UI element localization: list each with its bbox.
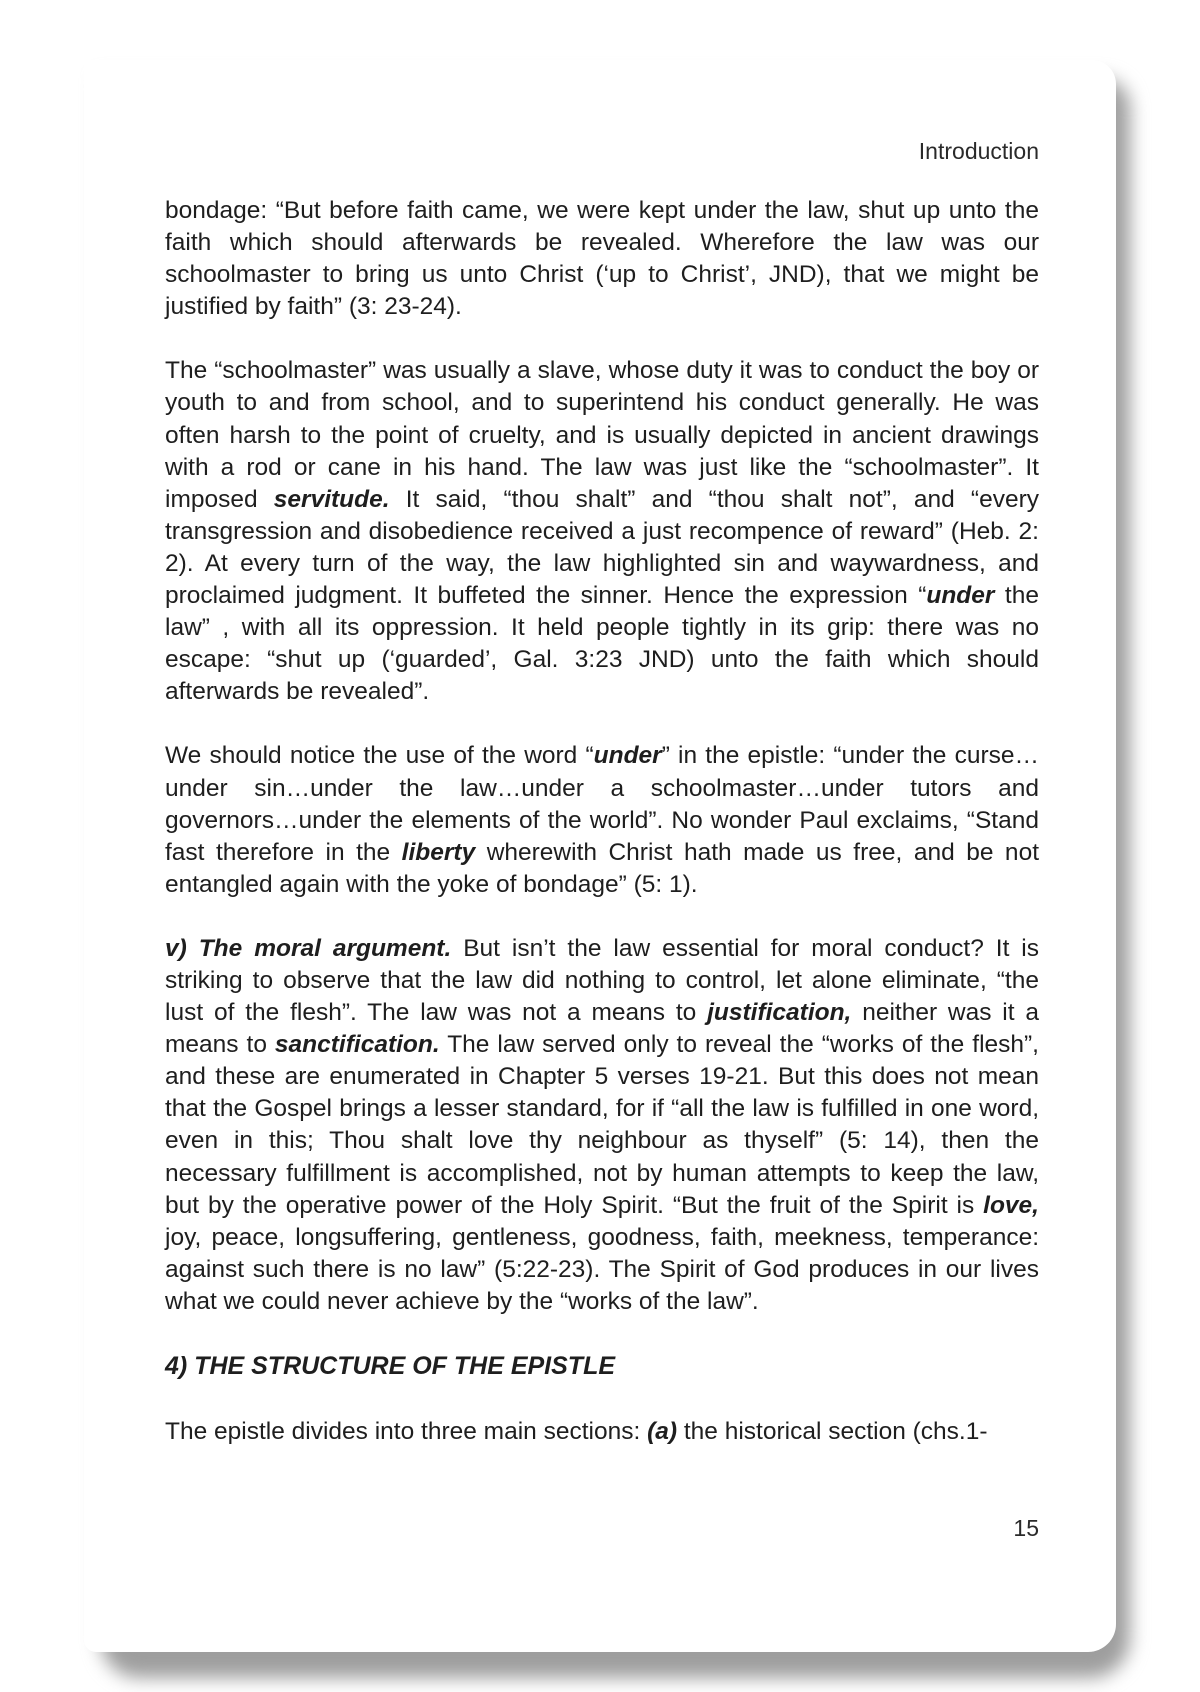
running-head: Introduction (918, 138, 1039, 164)
page-number: 15 (1013, 1515, 1039, 1541)
text-run: The law served only to reveal the “works of the flesh”, and these are enumerated in Chapter 5 verses 19-21. But this does not mean that the Gospel brings a lesser standard, for if “all the law is fulfilled in one word, even in this; Thou shalt love thy neighbour as thyself” (5: 14), then the necessary fulfillment is accomplished, not by human attempts to keep the law, but by the operative power of the Holy Spirit. “But the fruit of the Spirit is (165, 1031, 1039, 1219)
text-run: We should notice the use of the word “ (165, 742, 594, 770)
page-body (165, 195, 1039, 1480)
subheading-moral-argument: v) The moral argument. (165, 934, 452, 962)
section-heading: 4) THE STRUCTURE OF THE EPISTLE (165, 1352, 616, 1380)
emphasis-justification: justification, (707, 999, 852, 1027)
text-run: neither was it a means to (165, 999, 1039, 1059)
emphasis-liberty: liberty (401, 838, 476, 866)
text-run: The epistle divides into three main sections: (165, 1418, 648, 1446)
emphasis-sanctification: sanctification. (274, 1031, 440, 1059)
paragraph-under (165, 740, 1039, 900)
paragraph-bondage (165, 195, 1039, 323)
text-run: bondage: “But before faith came, we were kept under the law, shut up unto the faith which should afterwards be revealed. Wherefore the law was our schoolmaster to bring us unto Christ (‘up to Christ’, JND), that we might be justified by faith” (3: 23-24). (165, 197, 1039, 321)
paragraph-structure (165, 1416, 1039, 1448)
text-run: It said, “thou shalt” and “thou shalt not”, and “every transgression and disobedience received a just recompence of reward” (Heb. 2: 2). At every turn of the way, the law highlighted sin and waywardness, and proclaimed judgment. It buffeted the sinner. Hence the expression “ (165, 485, 1039, 610)
text-run: joy, peace, longsuffering, gentleness, goodness, faith, meekness, temperance: against such there is no law” (5:22-23). The Spirit of God produces in our lives what we could never achieve by the “works of the law”. (165, 1223, 1039, 1315)
text-run: ” in the epistle: “under the curse…under sin…under the law…under a schoolmaster…under tutors and governors…under the elements of the world”. No wonder Paul exclaims, “Stand fast therefore in the (165, 742, 1039, 866)
emphasis-a: (a) (647, 1418, 678, 1446)
paragraph-moral-argument (165, 933, 1039, 1318)
emphasis-under: under (926, 582, 995, 610)
text-run: The “schoolmaster” was usually a slave, whose duty it was to conduct the boy or youth to and from school, and to superintend his conduct generally. He was often harsh to the point of cruelty, and is usually depicted in ancient drawings with a rod or cane in his hand. The law was just like the “schoolmaster”. It imposed (165, 357, 1039, 513)
text-run: wherewith Christ hath made us free, and be not entangled again with the yoke of bondage” (5: 1). (165, 838, 1039, 898)
text-run: But isn’t the law essential for moral conduct? It is striking to observe that the law did nothing to control, let alone eliminate, “the lust of the flesh”. The law was not a means to (165, 934, 1039, 1027)
emphasis-servitude: servitude. (273, 485, 390, 513)
text-run: the historical section (chs.1- (677, 1418, 988, 1446)
emphasis-under: under (593, 742, 662, 770)
paragraph-schoolmaster (165, 355, 1039, 708)
emphasis-love: love, (983, 1191, 1039, 1219)
text-run: the law” , with all its oppression. It held people tightly in its grip: there was no escape: “shut up (‘guarded’, Gal. 3:23 JND) unto the faith which should afterwards be revealed”. (165, 582, 1039, 706)
book-page (84, 60, 1116, 1652)
